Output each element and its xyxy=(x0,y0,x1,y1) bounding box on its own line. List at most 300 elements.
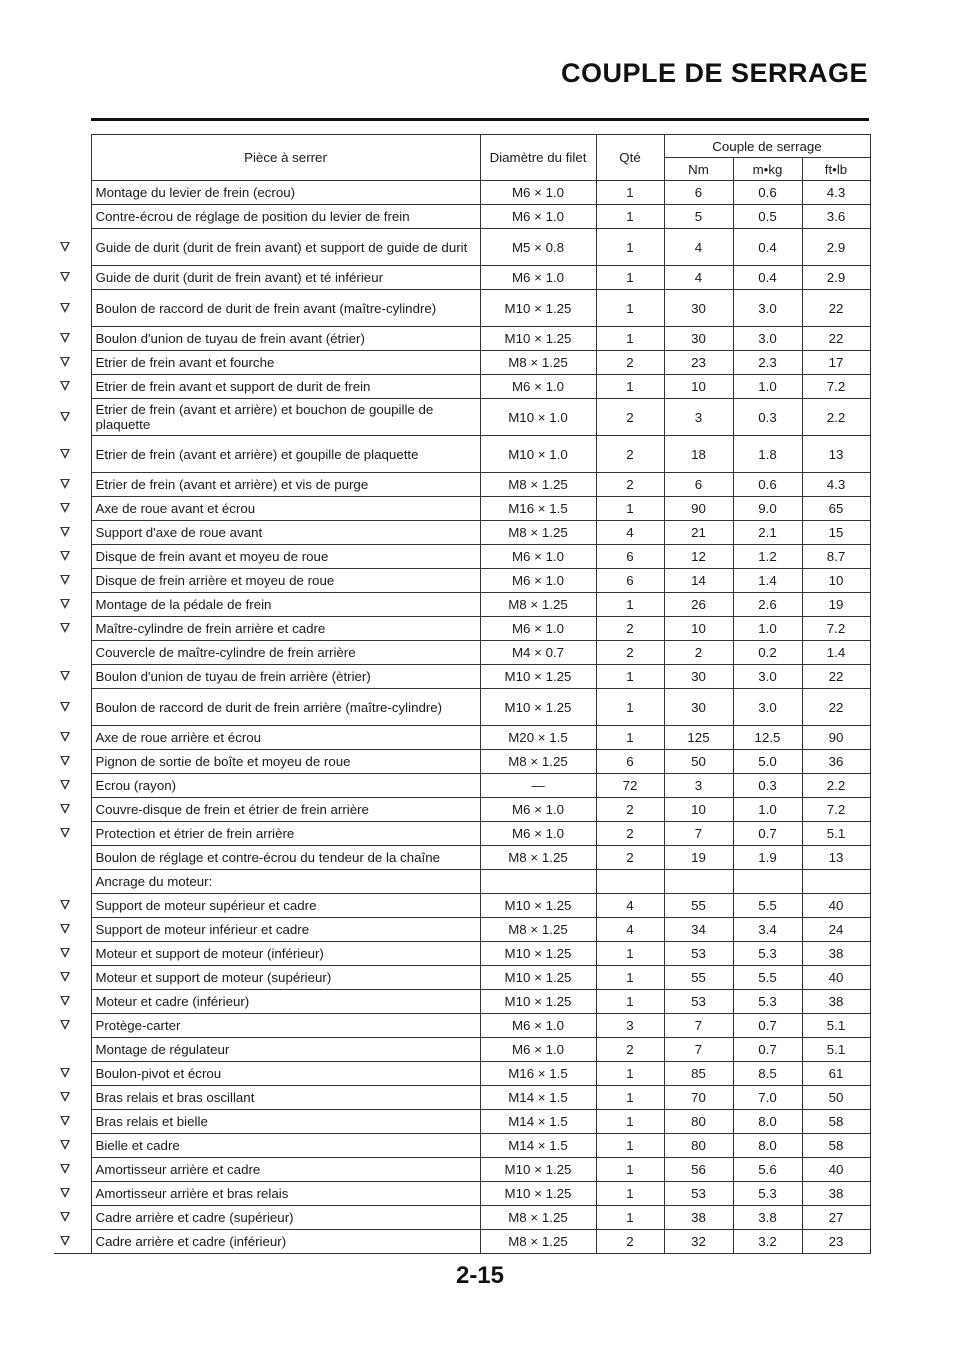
ftlb-cell: 24 xyxy=(802,918,870,942)
mark-cell xyxy=(54,290,91,327)
diameter-cell: M6 × 1.0 xyxy=(480,181,596,205)
mark-cell xyxy=(54,266,91,290)
header-nm: Nm xyxy=(664,158,733,181)
diameter-cell: M10 × 1.0 xyxy=(480,436,596,473)
nm-cell: 55 xyxy=(664,966,733,990)
table-row xyxy=(54,593,870,617)
mark-cell xyxy=(54,617,91,641)
loctite-triangle-icon xyxy=(60,479,70,489)
loctite-triangle-icon xyxy=(60,1212,70,1222)
loctite-triangle-icon xyxy=(60,671,70,681)
qty-cell: 2 xyxy=(596,351,664,375)
diameter-cell: M5 × 0.8 xyxy=(480,229,596,266)
mark-cell xyxy=(54,966,91,990)
table-row xyxy=(54,521,870,545)
diameter-cell: M8 × 1.25 xyxy=(480,351,596,375)
mark-cell xyxy=(54,689,91,726)
table-row xyxy=(54,1206,870,1230)
ftlb-cell: 38 xyxy=(802,1182,870,1206)
loctite-triangle-icon xyxy=(60,756,70,766)
mkg-cell: 5.5 xyxy=(733,966,802,990)
diameter-cell xyxy=(480,870,596,894)
loctite-triangle-icon xyxy=(60,996,70,1006)
part-cell: Protection et étrier de frein arrière xyxy=(91,822,480,846)
page-number: 2-15 xyxy=(455,1262,505,1289)
table-row xyxy=(54,822,870,846)
table-row xyxy=(54,569,870,593)
table-row xyxy=(54,205,870,229)
part-cell: Contre-écrou de réglage de position du levier de frein xyxy=(91,205,480,229)
loctite-triangle-icon xyxy=(60,1164,70,1174)
part-cell: Boulon-pivot et écrou xyxy=(91,1062,480,1086)
nm-cell: 12 xyxy=(664,545,733,569)
part-cell: Boulon d'union de tuyau de frein arrière (ètrier) xyxy=(91,665,480,689)
mark-cell xyxy=(54,1110,91,1134)
nm-cell: 30 xyxy=(664,327,733,351)
loctite-triangle-icon xyxy=(60,1188,70,1198)
nm-cell: 30 xyxy=(664,290,733,327)
table-row xyxy=(54,942,870,966)
mkg-cell xyxy=(733,870,802,894)
nm-cell: 30 xyxy=(664,665,733,689)
mkg-cell: 3.8 xyxy=(733,1206,802,1230)
mark-cell xyxy=(54,545,91,569)
part-cell: Montage du levier de frein (ecrou) xyxy=(91,181,480,205)
mkg-cell: 0.7 xyxy=(733,1038,802,1062)
part-cell: Moteur et support de moteur (supérieur) xyxy=(91,966,480,990)
qty-cell: 72 xyxy=(596,774,664,798)
qty-cell: 2 xyxy=(596,846,664,870)
nm-cell: 6 xyxy=(664,181,733,205)
nm-cell: 10 xyxy=(664,798,733,822)
table-row xyxy=(54,351,870,375)
qty-cell: 1 xyxy=(596,290,664,327)
mark-cell xyxy=(54,990,91,1014)
mkg-cell: 0.4 xyxy=(733,229,802,266)
table-row xyxy=(54,1110,870,1134)
part-cell: Moteur et support de moteur (inférieur) xyxy=(91,942,480,966)
ftlb-cell: 13 xyxy=(802,436,870,473)
loctite-triangle-icon xyxy=(60,1092,70,1102)
qty-cell: 1 xyxy=(596,497,664,521)
diameter-cell: M10 × 1.25 xyxy=(480,665,596,689)
diameter-cell: M6 × 1.0 xyxy=(480,375,596,399)
loctite-triangle-icon xyxy=(60,599,70,609)
part-cell: Etrier de frein (avant et arrière) et vis de purge xyxy=(91,473,480,497)
mark-cell xyxy=(54,497,91,521)
part-cell: Axe de roue arrière et écrou xyxy=(91,726,480,750)
loctite-triangle-icon xyxy=(60,924,70,934)
qty-cell: 4 xyxy=(596,918,664,942)
table-row xyxy=(54,290,870,327)
diameter-cell: M10 × 1.25 xyxy=(480,1182,596,1206)
diameter-cell: M6 × 1.0 xyxy=(480,205,596,229)
ftlb-cell: 8.7 xyxy=(802,545,870,569)
part-cell: Etrier de frein (avant et arrière) et goupille de plaquette xyxy=(91,436,480,473)
part-cell: Bras relais et bielle xyxy=(91,1110,480,1134)
nm-cell: 10 xyxy=(664,617,733,641)
part-cell: Boulon de raccord de durit de frein arrière (maître-cylindre) xyxy=(91,689,480,726)
ftlb-cell: 3.6 xyxy=(802,205,870,229)
diameter-cell: M10 × 1.25 xyxy=(480,689,596,726)
ftlb-cell: 61 xyxy=(802,1062,870,1086)
mkg-cell: 0.5 xyxy=(733,205,802,229)
mark-cell xyxy=(54,822,91,846)
mark-cell xyxy=(54,918,91,942)
nm-cell: 6 xyxy=(664,473,733,497)
ftlb-cell: 7.2 xyxy=(802,798,870,822)
part-cell: Etrier de frein (avant et arrière) et bouchon de goupille de plaquette xyxy=(91,399,480,436)
table-row xyxy=(54,966,870,990)
nm-cell: 3 xyxy=(664,774,733,798)
nm-cell: 23 xyxy=(664,351,733,375)
mark-cell xyxy=(54,1062,91,1086)
mkg-cell: 0.3 xyxy=(733,774,802,798)
qty-cell: 1 xyxy=(596,665,664,689)
mkg-cell: 0.6 xyxy=(733,181,802,205)
nm-cell: 10 xyxy=(664,375,733,399)
mkg-cell: 1.0 xyxy=(733,798,802,822)
mark-cell xyxy=(54,641,91,665)
nm-cell: 32 xyxy=(664,1230,733,1254)
qty-cell xyxy=(596,870,664,894)
ftlb-cell: 38 xyxy=(802,942,870,966)
qty-cell: 6 xyxy=(596,750,664,774)
qty-cell: 1 xyxy=(596,327,664,351)
diameter-cell: M6 × 1.0 xyxy=(480,798,596,822)
mkg-cell: 1.0 xyxy=(733,375,802,399)
loctite-triangle-icon xyxy=(60,780,70,790)
qty-cell: 2 xyxy=(596,436,664,473)
torque-table-container xyxy=(54,134,870,1254)
part-cell: Couvercle de maître-cylindre de frein arrière xyxy=(91,641,480,665)
table-row xyxy=(54,473,870,497)
qty-cell: 1 xyxy=(596,966,664,990)
loctite-triangle-icon xyxy=(60,303,70,313)
table-row xyxy=(54,641,870,665)
nm-cell: 85 xyxy=(664,1062,733,1086)
ftlb-cell: 27 xyxy=(802,1206,870,1230)
ftlb-cell: 5.1 xyxy=(802,1038,870,1062)
mark-cell xyxy=(54,1206,91,1230)
ftlb-cell: 40 xyxy=(802,894,870,918)
nm-cell: 56 xyxy=(664,1158,733,1182)
loctite-triangle-icon xyxy=(60,412,70,422)
header-diameter: Diamètre du filet xyxy=(480,135,596,181)
diameter-cell: M14 × 1.5 xyxy=(480,1110,596,1134)
ftlb-cell xyxy=(802,870,870,894)
diameter-cell: M8 × 1.25 xyxy=(480,593,596,617)
mark-cell xyxy=(54,1158,91,1182)
header-ftlb: ft•lb xyxy=(802,158,870,181)
mkg-cell: 1.0 xyxy=(733,617,802,641)
mark-cell xyxy=(54,750,91,774)
mark-cell xyxy=(54,181,91,205)
mkg-cell: 5.5 xyxy=(733,894,802,918)
mark-cell xyxy=(54,846,91,870)
mark-cell xyxy=(54,473,91,497)
diameter-cell: M10 × 1.25 xyxy=(480,942,596,966)
diameter-cell: M10 × 1.0 xyxy=(480,399,596,436)
mark-cell xyxy=(54,798,91,822)
mkg-cell: 12.5 xyxy=(733,726,802,750)
loctite-triangle-icon xyxy=(60,900,70,910)
table-row xyxy=(54,436,870,473)
mkg-cell: 3.0 xyxy=(733,665,802,689)
nm-cell: 80 xyxy=(664,1134,733,1158)
loctite-triangle-icon xyxy=(60,449,70,459)
table-row xyxy=(54,846,870,870)
table-row xyxy=(54,399,870,436)
ftlb-cell: 2.9 xyxy=(802,266,870,290)
part-cell: Etrier de frein avant et support de durit de frein xyxy=(91,375,480,399)
ftlb-cell: 19 xyxy=(802,593,870,617)
loctite-triangle-icon xyxy=(60,948,70,958)
table-row xyxy=(54,375,870,399)
ftlb-cell: 7.2 xyxy=(802,375,870,399)
mark-cell xyxy=(54,229,91,266)
diameter-cell: — xyxy=(480,774,596,798)
loctite-triangle-icon xyxy=(60,623,70,633)
nm-cell: 7 xyxy=(664,822,733,846)
part-cell: Guide de durit (durit de frein avant) et té inférieur xyxy=(91,266,480,290)
table-row xyxy=(54,726,870,750)
table-row xyxy=(54,750,870,774)
nm-cell: 80 xyxy=(664,1110,733,1134)
mkg-cell: 0.2 xyxy=(733,641,802,665)
mark-cell xyxy=(54,665,91,689)
ftlb-cell: 17 xyxy=(802,351,870,375)
qty-cell: 1 xyxy=(596,266,664,290)
torque-table xyxy=(54,134,871,1254)
table-row xyxy=(54,774,870,798)
loctite-triangle-icon xyxy=(60,972,70,982)
mkg-cell: 3.0 xyxy=(733,689,802,726)
diameter-cell: M6 × 1.0 xyxy=(480,569,596,593)
mkg-cell: 5.0 xyxy=(733,750,802,774)
loctite-triangle-icon xyxy=(60,828,70,838)
nm-cell: 7 xyxy=(664,1014,733,1038)
qty-cell: 6 xyxy=(596,569,664,593)
qty-cell: 4 xyxy=(596,521,664,545)
qty-cell: 1 xyxy=(596,726,664,750)
diameter-cell: M10 × 1.25 xyxy=(480,990,596,1014)
nm-cell: 53 xyxy=(664,1182,733,1206)
part-cell: Boulon de réglage et contre-écrou du tendeur de la chaîne xyxy=(91,846,480,870)
mark-cell xyxy=(54,399,91,436)
nm-cell: 34 xyxy=(664,918,733,942)
mkg-cell: 1.2 xyxy=(733,545,802,569)
loctite-triangle-icon xyxy=(60,1020,70,1030)
ftlb-cell: 4.3 xyxy=(802,181,870,205)
table-row xyxy=(54,1062,870,1086)
qty-cell: 1 xyxy=(596,942,664,966)
qty-cell: 1 xyxy=(596,229,664,266)
ftlb-cell: 13 xyxy=(802,846,870,870)
mkg-cell: 3.2 xyxy=(733,1230,802,1254)
ftlb-cell: 2.9 xyxy=(802,229,870,266)
ftlb-cell: 22 xyxy=(802,665,870,689)
part-cell: Cadre arrière et cadre (supérieur) xyxy=(91,1206,480,1230)
diameter-cell: M14 × 1.5 xyxy=(480,1134,596,1158)
mark-cell xyxy=(54,870,91,894)
nm-cell: 26 xyxy=(664,593,733,617)
mark-cell xyxy=(54,205,91,229)
table-row xyxy=(54,1086,870,1110)
qty-cell: 2 xyxy=(596,1230,664,1254)
qty-cell: 1 xyxy=(596,1110,664,1134)
ftlb-cell: 40 xyxy=(802,966,870,990)
table-row xyxy=(54,497,870,521)
part-cell: Montage de la pédale de frein xyxy=(91,593,480,617)
mark-cell xyxy=(54,521,91,545)
qty-cell: 2 xyxy=(596,641,664,665)
mkg-cell: 0.4 xyxy=(733,266,802,290)
loctite-triangle-icon xyxy=(60,702,70,712)
part-cell: Axe de roue avant et écrou xyxy=(91,497,480,521)
part-cell: Bielle et cadre xyxy=(91,1134,480,1158)
diameter-cell: M20 × 1.5 xyxy=(480,726,596,750)
ftlb-cell: 36 xyxy=(802,750,870,774)
part-cell: Bras relais et bras oscillant xyxy=(91,1086,480,1110)
part-cell: Amortisseur arrière et cadre xyxy=(91,1158,480,1182)
ftlb-cell: 58 xyxy=(802,1110,870,1134)
part-cell: Guide de durit (durit de frein avant) et support de guide de durit xyxy=(91,229,480,266)
diameter-cell: M8 × 1.25 xyxy=(480,846,596,870)
ftlb-cell: 2.2 xyxy=(802,399,870,436)
ftlb-cell: 5.1 xyxy=(802,1014,870,1038)
loctite-triangle-icon xyxy=(60,1116,70,1126)
mark-cell xyxy=(54,774,91,798)
part-cell: Pignon de sortie de boîte et moyeu de roue xyxy=(91,750,480,774)
mkg-cell: 1.4 xyxy=(733,569,802,593)
diameter-cell: M6 × 1.0 xyxy=(480,617,596,641)
mkg-cell: 5.3 xyxy=(733,990,802,1014)
table-row xyxy=(54,990,870,1014)
mkg-cell: 0.6 xyxy=(733,473,802,497)
ftlb-cell: 90 xyxy=(802,726,870,750)
table-row xyxy=(54,918,870,942)
header-qty: Qté xyxy=(596,135,664,181)
table-row xyxy=(54,665,870,689)
table-row xyxy=(54,870,870,894)
diameter-cell: M8 × 1.25 xyxy=(480,473,596,497)
loctite-triangle-icon xyxy=(60,804,70,814)
mkg-cell: 9.0 xyxy=(733,497,802,521)
ftlb-cell: 65 xyxy=(802,497,870,521)
mark-cell xyxy=(54,894,91,918)
table-header xyxy=(54,135,870,181)
loctite-triangle-icon xyxy=(60,1140,70,1150)
mkg-cell: 8.0 xyxy=(733,1134,802,1158)
part-cell: Maître-cylindre de frein arrière et cadre xyxy=(91,617,480,641)
nm-cell: 30 xyxy=(664,689,733,726)
ftlb-cell: 1.4 xyxy=(802,641,870,665)
mkg-cell: 1.8 xyxy=(733,436,802,473)
part-cell: Boulon d'union de tuyau de frein avant (étrier) xyxy=(91,327,480,351)
table-row xyxy=(54,1182,870,1206)
mkg-cell: 3.4 xyxy=(733,918,802,942)
mkg-cell: 0.7 xyxy=(733,822,802,846)
mark-cell xyxy=(54,942,91,966)
nm-cell: 4 xyxy=(664,266,733,290)
table-row xyxy=(54,617,870,641)
ftlb-cell: 4.3 xyxy=(802,473,870,497)
mkg-cell: 0.7 xyxy=(733,1014,802,1038)
qty-cell: 1 xyxy=(596,1086,664,1110)
mkg-cell: 1.9 xyxy=(733,846,802,870)
qty-cell: 1 xyxy=(596,1206,664,1230)
qty-cell: 1 xyxy=(596,990,664,1014)
diameter-cell: M14 × 1.5 xyxy=(480,1086,596,1110)
mark-cell xyxy=(54,436,91,473)
nm-cell: 21 xyxy=(664,521,733,545)
part-cell: Montage de régulateur xyxy=(91,1038,480,1062)
table-row xyxy=(54,1038,870,1062)
nm-cell: 53 xyxy=(664,990,733,1014)
ftlb-cell: 7.2 xyxy=(802,617,870,641)
qty-cell: 2 xyxy=(596,399,664,436)
diameter-cell: M8 × 1.25 xyxy=(480,918,596,942)
part-cell: Moteur et cadre (inférieur) xyxy=(91,990,480,1014)
mkg-cell: 3.0 xyxy=(733,290,802,327)
nm-cell: 53 xyxy=(664,942,733,966)
qty-cell: 2 xyxy=(596,617,664,641)
ftlb-cell: 22 xyxy=(802,689,870,726)
loctite-triangle-icon xyxy=(60,575,70,585)
qty-cell: 2 xyxy=(596,473,664,497)
nm-cell: 18 xyxy=(664,436,733,473)
part-cell: Couvre-disque de frein et étrier de frein arrière xyxy=(91,798,480,822)
qty-cell: 1 xyxy=(596,1182,664,1206)
mkg-cell: 5.3 xyxy=(733,942,802,966)
nm-cell: 55 xyxy=(664,894,733,918)
table-row xyxy=(54,229,870,266)
nm-cell: 38 xyxy=(664,1206,733,1230)
mark-column-header xyxy=(54,135,91,181)
nm-cell: 70 xyxy=(664,1086,733,1110)
diameter-cell: M6 × 1.0 xyxy=(480,545,596,569)
mkg-cell: 2.1 xyxy=(733,521,802,545)
ftlb-cell: 23 xyxy=(802,1230,870,1254)
qty-cell: 2 xyxy=(596,822,664,846)
part-cell: Boulon de raccord de durit de frein avant (maître-cylindre) xyxy=(91,290,480,327)
mkg-cell: 0.3 xyxy=(733,399,802,436)
diameter-cell: M10 × 1.25 xyxy=(480,290,596,327)
diameter-cell: M16 × 1.5 xyxy=(480,1062,596,1086)
nm-cell: 5 xyxy=(664,205,733,229)
qty-cell: 1 xyxy=(596,593,664,617)
table-row xyxy=(54,266,870,290)
ftlb-cell: 58 xyxy=(802,1134,870,1158)
mkg-cell: 8.5 xyxy=(733,1062,802,1086)
loctite-triangle-icon xyxy=(60,551,70,561)
qty-cell: 1 xyxy=(596,1158,664,1182)
qty-cell: 3 xyxy=(596,1014,664,1038)
ftlb-cell: 15 xyxy=(802,521,870,545)
part-cell: Cadre arrière et cadre (inférieur) xyxy=(91,1230,480,1254)
mark-cell xyxy=(54,327,91,351)
table-row xyxy=(54,545,870,569)
part-cell: Support d'axe de roue avant xyxy=(91,521,480,545)
part-cell: Protège-carter xyxy=(91,1014,480,1038)
loctite-triangle-icon xyxy=(60,503,70,513)
mark-cell xyxy=(54,726,91,750)
table-row xyxy=(54,1134,870,1158)
table-row xyxy=(54,689,870,726)
mark-cell xyxy=(54,569,91,593)
mark-cell xyxy=(54,593,91,617)
